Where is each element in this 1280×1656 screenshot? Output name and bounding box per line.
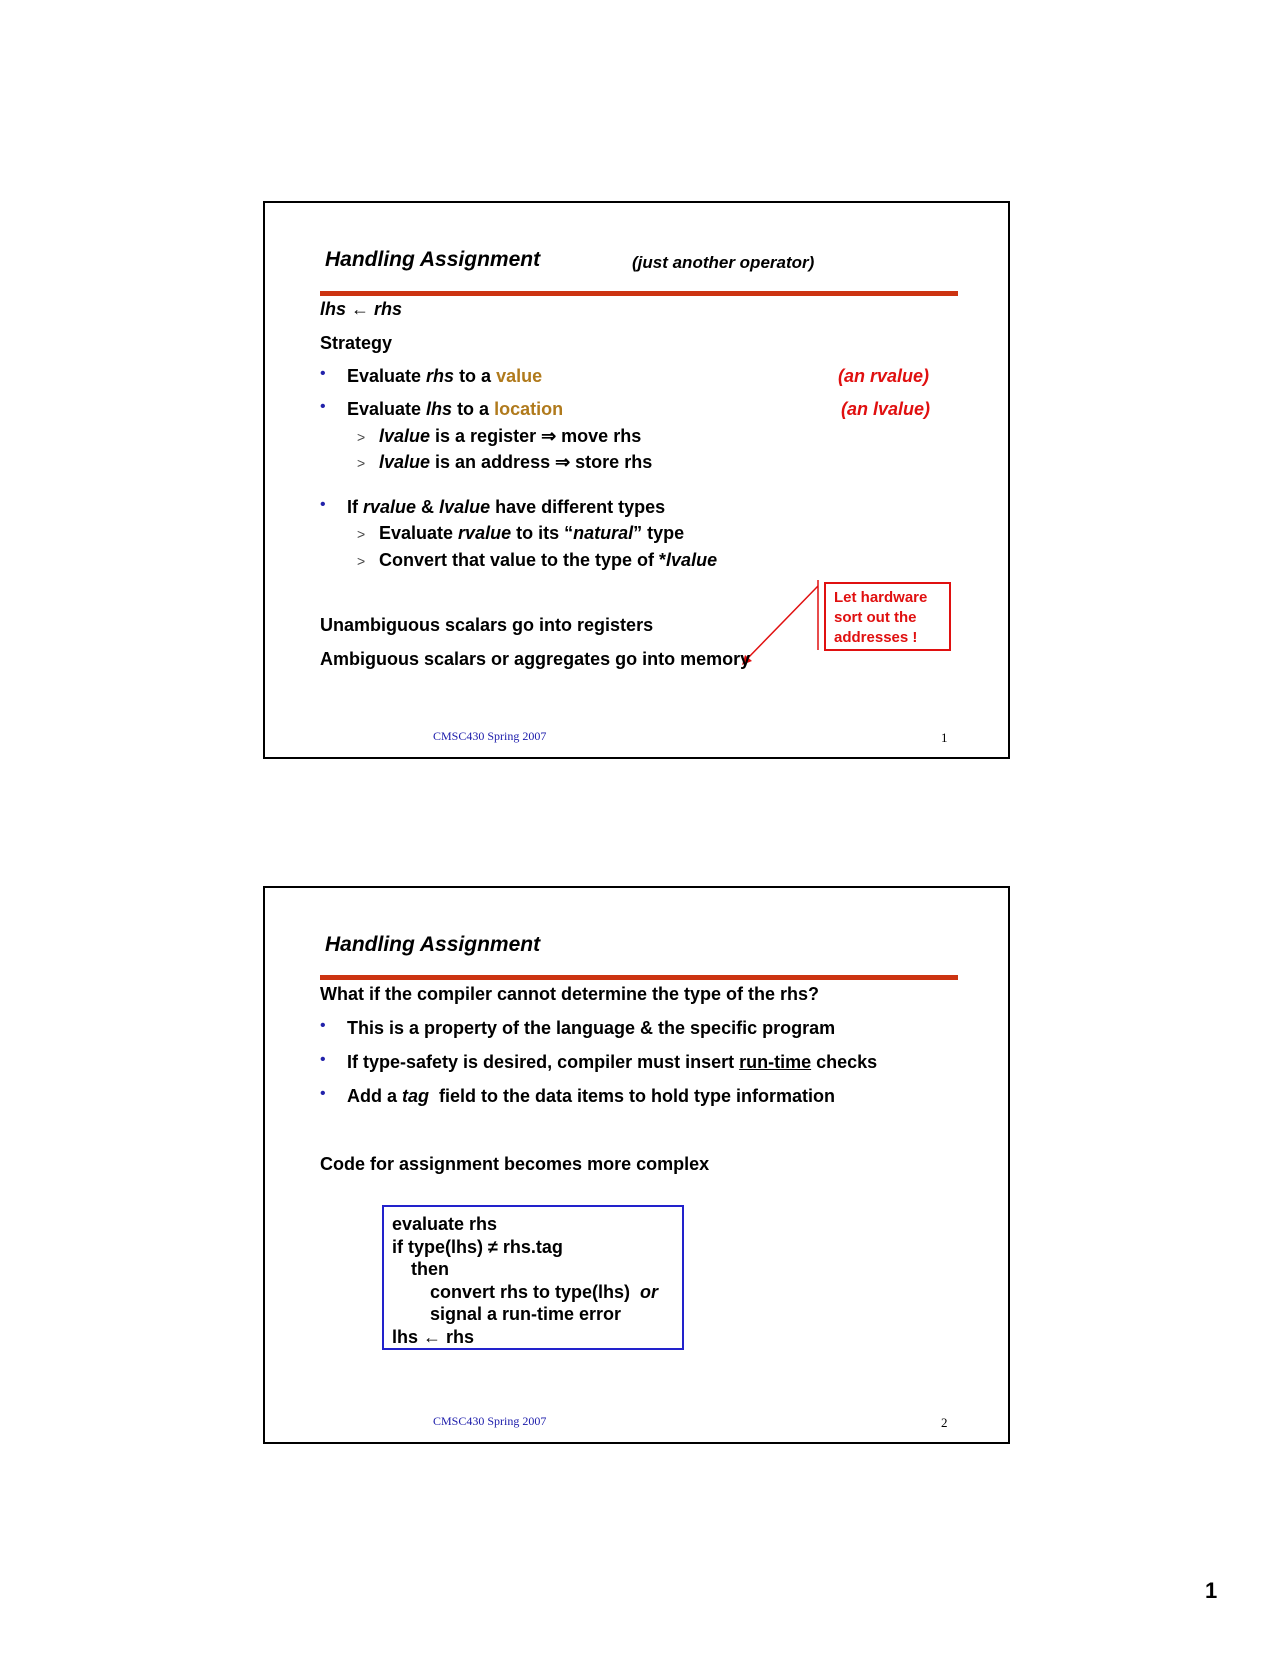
code-line: evaluate rhs bbox=[392, 1214, 498, 1234]
code-line: if type(lhs) ≠ rhs.tag bbox=[392, 1236, 563, 1257]
sub-bullet-address: lvalue is an address ⇒ store rhs bbox=[379, 452, 653, 472]
bullet-icon: • bbox=[320, 496, 326, 513]
code-line: convert rhs to type(lhs) or bbox=[430, 1281, 659, 1302]
code-intro: Code for assignment becomes more complex bbox=[320, 1154, 710, 1174]
bullet-icon: • bbox=[320, 365, 326, 382]
callout-arrow-icon bbox=[265, 203, 1010, 759]
bullet-property: This is a property of the language & the specific program bbox=[347, 1018, 836, 1038]
slide-2 bbox=[263, 886, 1010, 1444]
code-line: lhs ← rhs bbox=[392, 1326, 475, 1347]
bullet-evaluate-rhs: Evaluate rhs to a value bbox=[347, 366, 543, 386]
sub-bullet-natural-type: Evaluate rvalue to its “natural” type bbox=[379, 523, 685, 543]
bullet-evaluate-lhs: Evaluate lhs to a location bbox=[347, 399, 564, 419]
rvalue-note: (an rvalue) bbox=[838, 366, 930, 386]
bullet-icon: • bbox=[320, 1051, 326, 1068]
sub-bullet-icon: > bbox=[357, 526, 366, 542]
question-line: What if the compiler cannot determine the type of the rhs? bbox=[320, 984, 820, 1004]
bullet-type-safety: If type-safety is desired, compiler must insert run-time checks bbox=[347, 1052, 878, 1072]
strategy-label: Strategy bbox=[320, 333, 393, 353]
slide-title: Handling Assignment bbox=[325, 933, 541, 956]
slide-footer: CMSC430 Spring 2007 bbox=[433, 729, 547, 743]
slide-number: 1 bbox=[941, 730, 948, 745]
code-line: then bbox=[411, 1259, 449, 1279]
code-line: signal a run-time error bbox=[430, 1304, 622, 1324]
unambiguous-line: Unambiguous scalars go into registers bbox=[320, 615, 654, 635]
hardware-callout: Let hardware sort out the addresses ! bbox=[824, 582, 951, 651]
bullet-different-types: If rvalue & lvalue have different types bbox=[347, 497, 666, 517]
sub-bullet-icon: > bbox=[357, 553, 366, 569]
lvalue-note: (an lvalue) bbox=[841, 399, 931, 419]
sub-bullet-icon: > bbox=[357, 455, 366, 471]
sub-bullet-icon: > bbox=[357, 429, 366, 445]
sub-bullet-convert: Convert that value to the type of *lvalue bbox=[379, 550, 718, 570]
slide-title: Handling Assignment bbox=[325, 248, 541, 271]
title-rule bbox=[320, 975, 958, 980]
slide-footer: CMSC430 Spring 2007 bbox=[433, 1414, 547, 1428]
bullet-icon: • bbox=[320, 1085, 326, 1102]
slide-number: 2 bbox=[941, 1415, 948, 1430]
bullet-icon: • bbox=[320, 398, 326, 415]
bullet-tag-field: Add a tag field to the data items to hold type information bbox=[347, 1086, 836, 1106]
slide-subtitle: (just another operator) bbox=[632, 253, 815, 272]
bullet-icon: • bbox=[320, 1017, 326, 1034]
code-box bbox=[382, 1205, 684, 1350]
sub-bullet-register: lvalue is a register ⇒ move rhs bbox=[379, 426, 642, 446]
lhs-rhs-heading: lhs ← rhs bbox=[320, 299, 403, 319]
page-number: 1 bbox=[1205, 1578, 1218, 1603]
ambiguous-line: Ambiguous scalars or aggregates go into memory bbox=[320, 649, 751, 669]
slide-1 bbox=[263, 201, 1010, 759]
